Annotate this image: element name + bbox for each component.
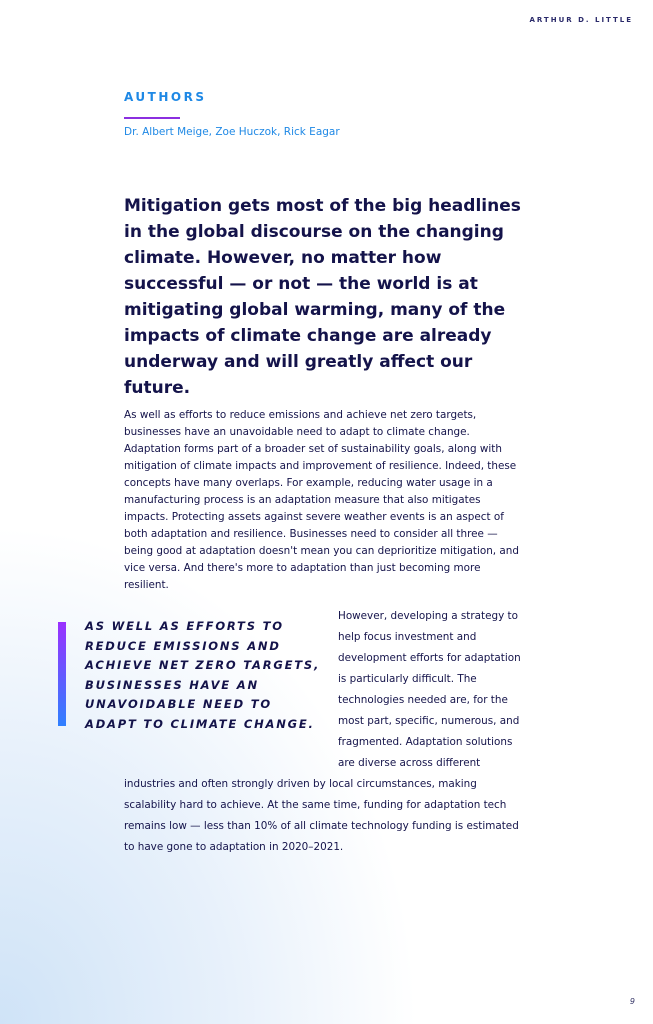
authors-divider bbox=[124, 117, 180, 119]
body-paragraph-2: However, developing a strategy to help focus investment and development efforts for adaptation is particularly difficult. The technologies needed are, for the most part, specific, numerous, and fragmented. Adaptation solutions are diverse across different industries and often strongly driven by local circumstances, making scalability hard to achieve. At the same time, funding for adaptation tech remains low — less than 10% of all climate technology funding is estimated to have gone to adaptation in 2020–2021. bbox=[124, 610, 521, 853]
body-paragraph-2-wrapper bbox=[124, 604, 524, 854]
authors-heading: AUTHORS bbox=[124, 90, 207, 104]
lead-paragraph: Mitigation gets most of the big headlines in the global discourse on the changing climate. However, no matter how successful — or not — the world is at mitigating global warming, many of the impacts of climate change are already underway and will greatly affect our future. bbox=[124, 196, 521, 398]
authors-names: Dr. Albert Meige, Zoe Huczok, Rick Eagar bbox=[124, 126, 340, 138]
body-paragraph-1: As well as efforts to reduce emissions and achieve net zero targets, businesses have an unavoidable need to adapt to climate change. Adaptation forms part of a broader set of sustainability goals, along with mitigation of climate impacts and improvement of resilience. Indeed, these concepts have many overlaps. For example, reducing water usage in a manufacturing process is an adaptation measure that also mitigates impacts. Protecting assets against severe weather events is an aspect of both adaptation and resilience. Businesses need to consider all three — being good at adaptation doesn't mean you can deprioritize mitigation, and vice versa. And there's more to adaptation than just becoming more resilient. bbox=[124, 409, 519, 591]
page-number: 9 bbox=[629, 997, 635, 1006]
pullquote-accent-bar bbox=[58, 622, 66, 726]
pullquote-wrap-spacer bbox=[124, 604, 338, 752]
brand-name: ARTHUR D. LITTLE bbox=[529, 16, 633, 24]
pullquote: AS WELL AS EFFORTS TO REDUCE EMISSIONS AND ACHIEVE NET ZERO TARGETS, BUSINESSES HAVE AN UNAVOIDABLE NEED TO ADAPT TO CLIMATE CHANGE. bbox=[85, 619, 321, 731]
